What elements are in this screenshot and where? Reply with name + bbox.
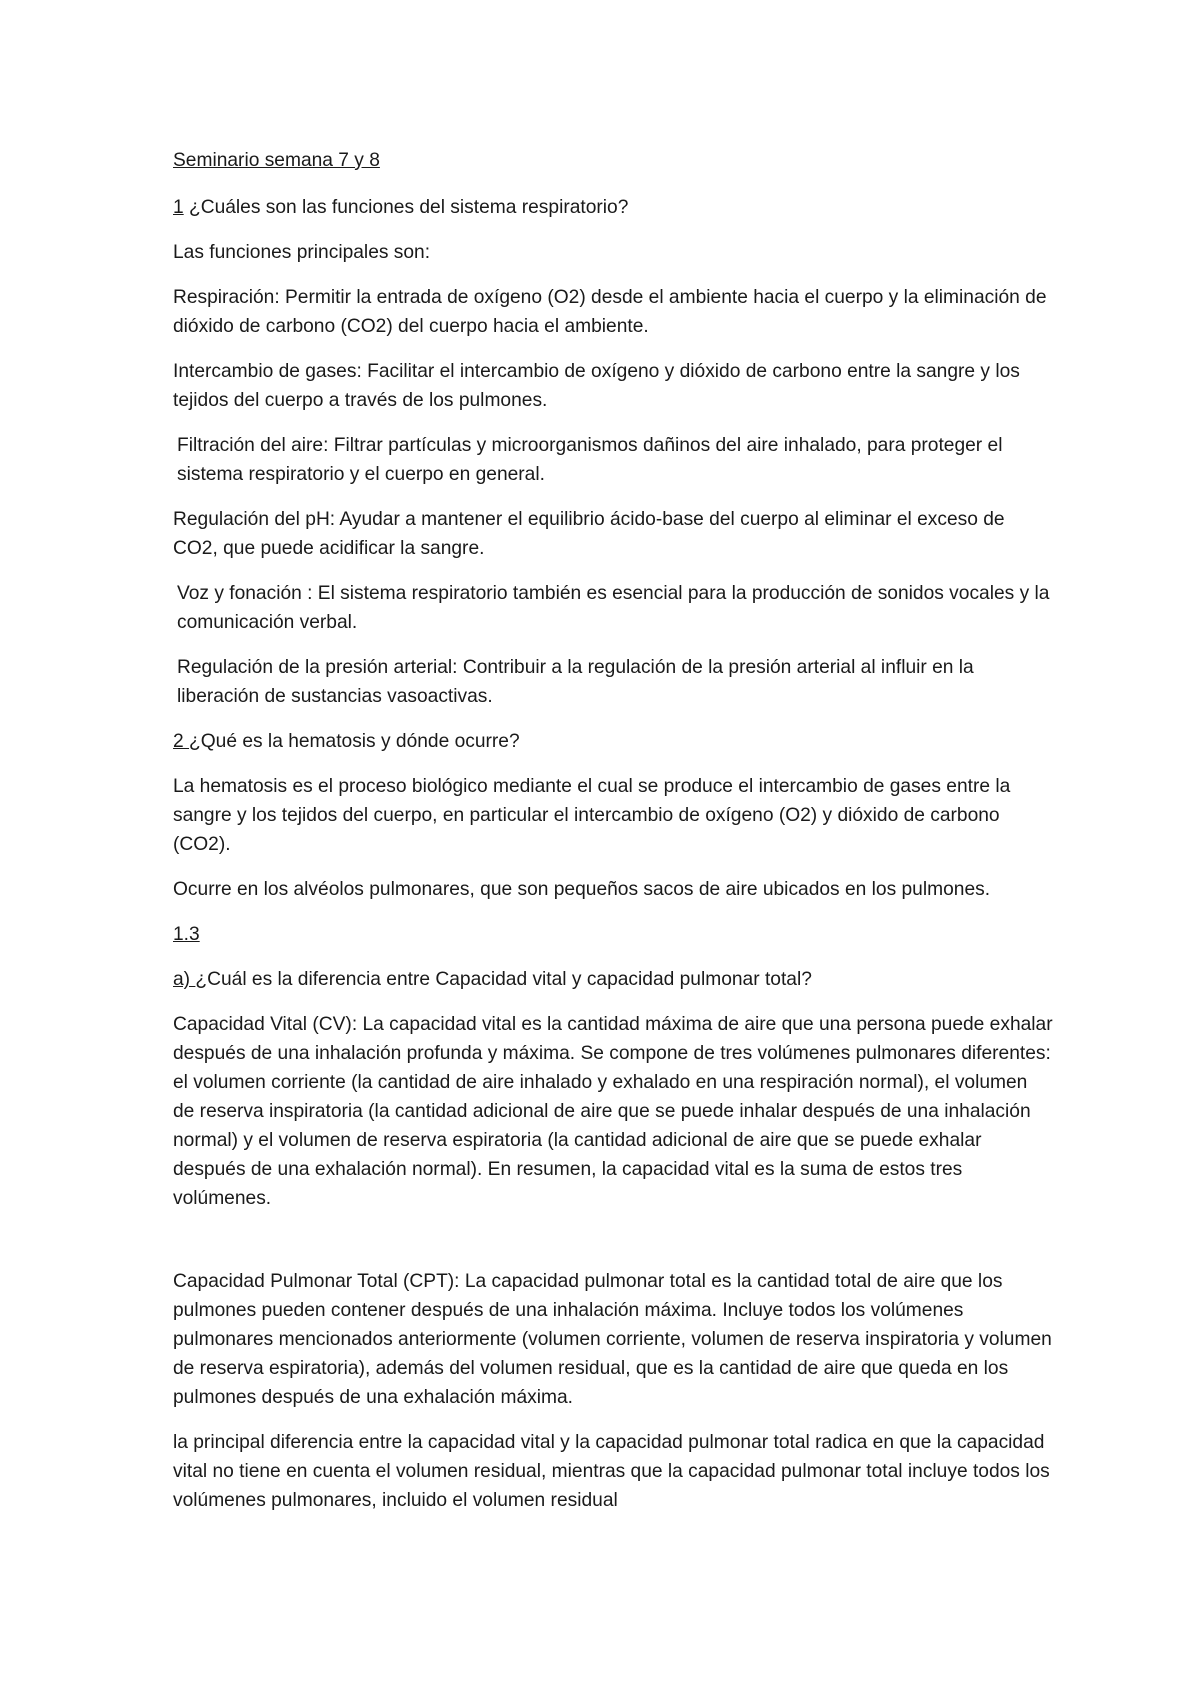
document-body — [173, 146, 1053, 1531]
function-item-voz: Voz y fonación : El sistema respiratorio también es esencial para la producción de sonidos vocales y la comunicación verbal. — [177, 583, 1050, 633]
question-2-answer-2: Ocurre en los alvéolos pulmonares, que son pequeños sacos de aire ubicados en los pulmones. — [173, 879, 991, 900]
capacidad-pulmonar-total-paragraph: Capacidad Pulmonar Total (CPT): La capacidad pulmonar total es la cantidad total de aire que los pulmones pueden contener después de una inhalación máxima. Incluye todos los volúmenes pulmonares mencionados anteriormente (volumen corriente, volumen de reserva inspiratoria y volumen de reserva espiratoria), además del volumen residual, que es la cantidad de aire que queda en los pulmones después de una exhalación máxima. — [173, 1271, 1052, 1408]
question-3a-label: a) — [173, 969, 196, 990]
question-1 — [173, 193, 1053, 222]
question-1-number: 1 — [173, 197, 184, 218]
question-2-number: 2 — [173, 731, 190, 752]
document-title: Seminario semana 7 y 8 — [173, 150, 380, 171]
function-item-ph: Regulación del pH: Ayudar a mantener el equilibrio ácido-base del cuerpo al eliminar el exceso de CO2, que puede acidificar la sangre. — [173, 509, 1005, 559]
function-item-respiracion: Respiración: Permitir la entrada de oxígeno (O2) desde el ambiente hacia el cuerpo y la eliminación de dióxido de carbono (CO2) del cuerpo hacia el ambiente. — [173, 287, 1047, 337]
capacidad-vital-paragraph: Capacidad Vital (CV): La capacidad vital es la cantidad máxima de aire que una persona puede exhalar después de una inhalación profunda y máxima. Se compone de tres volúmenes pulmonares diferentes: el volumen corriente (la cantidad de aire inhalado y exhalado en una respiración normal), el volumen de reserva inspiratoria (la cantidad adicional de aire que se puede inhalar después de una inhalación normal) y el volumen de reserva espiratoria (la cantidad adicional de aire que se puede exhalar después de una exhalación normal). En resumen, la capacidad vital es la suma de estos tres volúmenes. — [173, 1014, 1053, 1209]
question-2-answer-1: La hematosis es el proceso biológico mediante el cual se produce el intercambio de gases entre la sangre y los tejidos del cuerpo, en particular el intercambio de oxígeno (O2) y dióxido de carbono (CO2). — [173, 776, 1011, 855]
question-3a — [173, 965, 1053, 994]
question-1-intro: Las funciones principales son: — [173, 242, 431, 263]
section-1-3: 1.3 — [173, 924, 200, 945]
question-2 — [173, 727, 1053, 756]
question-3a-text: ¿Cuál es la diferencia entre Capacidad vital y capacidad pulmonar total? — [195, 969, 812, 990]
question-1-text: ¿Cuáles son las funciones del sistema respiratorio? — [183, 197, 629, 218]
conclusion-paragraph: la principal diferencia entre la capacidad vital y la capacidad pulmonar total radica en que la capacidad vital no tiene en cuenta el volumen residual, mientras que la capacidad pulmonar total incluye todos los volúmenes pulmonares, incluido el volumen residual — [173, 1432, 1050, 1511]
function-item-filtracion: Filtración del aire: Filtrar partículas y microorganismos dañinos del aire inhalado, para proteger el sistema respiratorio y el cuerpo en general. — [177, 435, 1003, 485]
function-item-intercambio: Intercambio de gases: Facilitar el intercambio de oxígeno y dióxido de carbono entre la sangre y los tejidos del cuerpo a través de los pulmones. — [173, 361, 1020, 411]
question-2-text: ¿Qué es la hematosis y dónde ocurre? — [189, 731, 520, 752]
function-item-presion: Regulación de la presión arterial: Contribuir a la regulación de la presión arterial al influir en la liberación de sustancias vasoactivas. — [177, 657, 974, 707]
blank-line — [173, 1229, 1053, 1267]
